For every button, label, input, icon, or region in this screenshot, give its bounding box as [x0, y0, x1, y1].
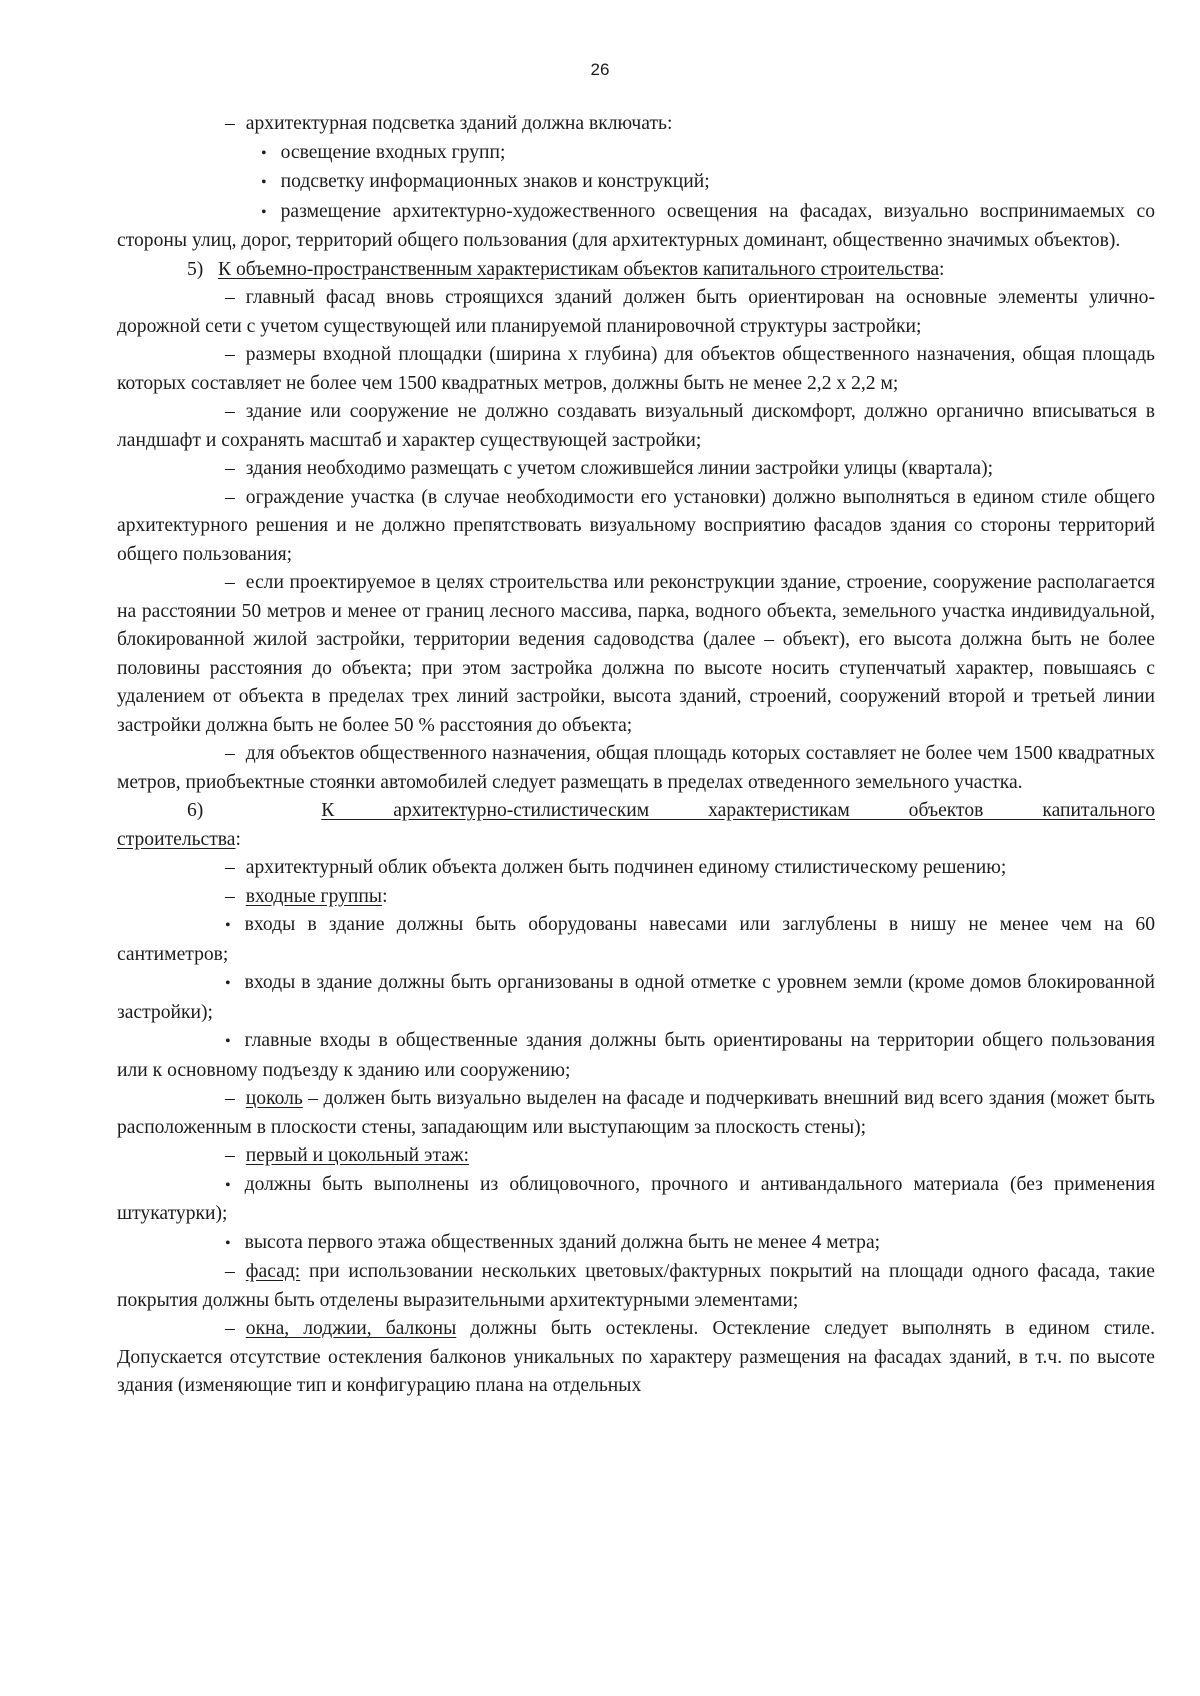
- bullet-item: [117, 969, 1155, 1027]
- section-title: К архитектурно-стилистическим характеристикам объектов капитального: [321, 800, 1155, 821]
- dash-marker: –: [225, 1318, 235, 1339]
- paragraph-text: должны быть выполнены из облицовочного, прочного и антивандального материала (без применения штукатурки);: [117, 1173, 1155, 1224]
- paragraph: [117, 1085, 1155, 1142]
- paragraph-text: архитектурный облик объекта должен быть подчинен единому стилистическому решению;: [245, 857, 1007, 878]
- paragraph: [117, 1258, 1155, 1315]
- section-heading-6: [117, 797, 1155, 826]
- dash-marker: –: [225, 401, 235, 422]
- paragraph-text: для объектов общественного назначения, общая площадь которых составляет не более чем 1500 квадратных метров, приобъектные стоянки автомобилей следует размещать в пределах отведенного земельного участка.: [117, 743, 1155, 793]
- paragraph: [117, 1142, 1155, 1171]
- paragraph-text: здание или сооружение не должно создавать визуальный дискомфорт, должно органично вписываться в ландшафт и сохранять масштаб и характер существующей застройки;: [117, 401, 1155, 451]
- paragraph-text: входы в здание должны быть оборудованы навесами или заглублены в нишу не менее чем на 60 сантиметров;: [117, 914, 1155, 965]
- bullet-item: [117, 1027, 1155, 1085]
- section-title: К объемно-пространственным характеристикам объектов капитального строительства: [218, 258, 940, 280]
- paragraph-text: главный фасад вновь строящихся зданий должен быть ориентирован на основные элементы улично-дорожной сети с учетом существующей или планируемой планировочной структуры застройки;: [117, 287, 1155, 337]
- paragraph-text: входы в здание должны быть организованы в одной отметке с уровнем земли (кроме домов блокированной застройки);: [117, 972, 1155, 1023]
- underlined-term: цоколь: [245, 1088, 303, 1109]
- dash-marker: –: [225, 743, 235, 764]
- section-heading-5: [117, 256, 1155, 285]
- paragraph: [117, 341, 1155, 398]
- underlined-term: первый и цокольный этаж:: [245, 1145, 469, 1166]
- bullet-marker: •: [261, 203, 267, 221]
- paragraph-text: должны быть остеклены. Остекление следует выполнять в едином стиле. Допускается отсутствие остекления балконов уникальных по характеру размещения на фасадах зданий, в т.ч. по высоте здания (изменяющие тип и конфигурацию плана на отдельных: [117, 1318, 1155, 1396]
- paragraph-text: подсветку информационных знаков и конструкций;: [280, 171, 710, 192]
- paragraph: [117, 455, 1155, 484]
- section-number: 6): [187, 800, 204, 821]
- dash-marker: –: [225, 572, 235, 593]
- paragraph: [117, 398, 1155, 455]
- bullet-marker: •: [225, 1033, 231, 1050]
- dash-marker: –: [225, 1261, 235, 1282]
- paragraph-text: если проектируемое в целях строительства или реконструкции здание, строение, сооружение располагается на расстоянии 50 метров и менее от границ лесного массива, парка, водного объекта, земельного участка индивидуальной, блокированной жилой застройки, территории ведения садоводства (далее – объект), его высота должна быть не более половины расстояния до объекта; при этом застройка должна по высоте носить ступенчатый характер, повышаясь с удалением от объекта в пределах трех линий застройки, высота зданий, строений, сооружений второй и третьей линии застройки должна быть не более 50 % расстояния до объекта;: [117, 572, 1155, 736]
- paragraph-text: :: [382, 885, 388, 907]
- paragraph-text: размещение архитектурно-художественного освещения на фасадах, визуально воспринимаемых со стороны улиц, дорог, территорий общего пользования (для архитектурных доминант, общественно значимых объектов).: [117, 200, 1155, 251]
- bullet-marker: •: [225, 917, 231, 934]
- bullet-item: [117, 1229, 1155, 1259]
- bullet-marker: •: [261, 144, 267, 162]
- section-colon: :: [235, 828, 241, 850]
- bullet-item: [117, 911, 1155, 969]
- bullet-item: [117, 1171, 1155, 1229]
- section-colon: :: [939, 258, 945, 280]
- section-heading-6-continued: [117, 826, 1155, 855]
- paragraph-text: здания необходимо размещать с учетом сложившейся линии застройки улицы (квартала);: [245, 458, 994, 479]
- paragraph-text: – должен быть визуально выделен на фасаде и подчеркивать внешний вид всего здания (может быть расположенным в плоскости стены, западающим или выступающим за плоскость стены);: [117, 1088, 1155, 1138]
- bullet-item: [117, 139, 1155, 169]
- paragraph: [117, 484, 1155, 570]
- bullet-item: [117, 198, 1155, 256]
- section-title-continued: строительства: [117, 828, 236, 850]
- bullet-marker: •: [225, 1176, 231, 1194]
- bullet-marker: •: [261, 174, 267, 191]
- dash-marker: –: [225, 287, 235, 308]
- paragraph: [117, 569, 1155, 740]
- dash-marker: –: [225, 1088, 235, 1109]
- paragraph-text: освещение входных групп;: [280, 141, 506, 163]
- paragraph-text: главные входы в общественные здания должны быть ориентированы на территории общего пользования или к основному подъезду к зданию или сооружению;: [117, 1030, 1155, 1081]
- dash-marker: –: [225, 486, 235, 508]
- paragraph-text: высота первого этажа общественных зданий должна быть не менее 4 метра;: [244, 1231, 881, 1253]
- paragraph-text: архитектурная подсветка зданий должна включать:: [245, 113, 673, 134]
- paragraph-text: размеры входной площадки (ширина х глубина) для объектов общественного назначения, общая площадь которых составляет не более чем 1500 квадратных метров, должны быть не менее 2,2 х 2,2 м;: [117, 344, 1155, 394]
- underlined-term: входные группы: [245, 885, 383, 907]
- dash-marker: –: [225, 113, 235, 134]
- paragraph: [117, 284, 1155, 341]
- dash-marker: –: [225, 458, 235, 479]
- bullet-marker: •: [225, 975, 231, 992]
- dash-marker: –: [225, 885, 235, 907]
- document-body: [117, 110, 1155, 1401]
- underlined-term: окна, лоджии, балконы: [245, 1318, 457, 1339]
- paragraph: [117, 110, 1155, 139]
- paragraph-text: при использовании нескольких цветовых/фактурных покрытий на площади одного фасада, такие покрытия должны быть отделены выразительными архитектурными элементами;: [117, 1261, 1155, 1311]
- paragraph: [117, 740, 1155, 797]
- dash-marker: –: [225, 857, 235, 878]
- paragraph-text: ограждение участка (в случае необходимости его установки) должно выполняться в едином стиле общего архитектурного решения и не должно препятствовать визуальному восприятию фасадов здания со стороны территорий общего пользования;: [117, 486, 1155, 565]
- paragraph: [117, 854, 1155, 883]
- paragraph: [117, 1315, 1155, 1401]
- bullet-marker: •: [225, 1234, 231, 1252]
- dash-marker: –: [225, 344, 235, 365]
- underlined-term: фасад:: [245, 1261, 301, 1282]
- section-number: 5): [187, 258, 204, 280]
- paragraph: [117, 883, 1155, 912]
- page-number: 26: [590, 60, 610, 79]
- bullet-item: [117, 168, 1155, 198]
- dash-marker: –: [225, 1145, 235, 1166]
